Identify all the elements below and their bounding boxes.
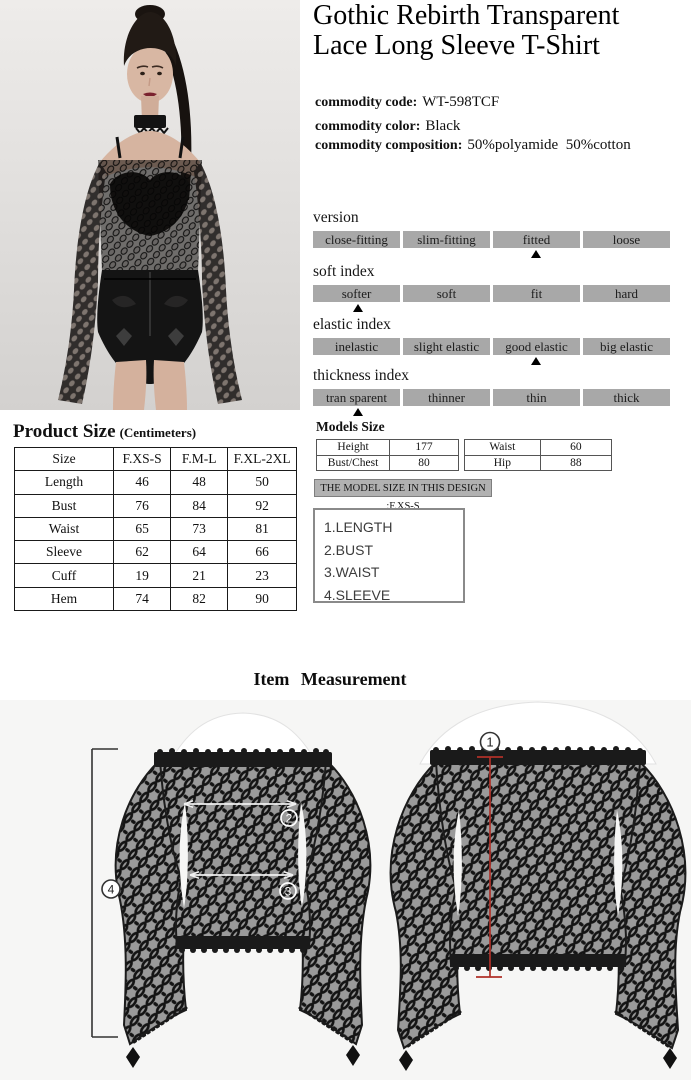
- legend-item-sleeve: 4.SLEEVE: [324, 586, 391, 603]
- option-soft: soft: [403, 285, 490, 302]
- cell-label: Cuff: [15, 564, 114, 587]
- option-inelastic: inelastic: [313, 338, 400, 355]
- option-softer: softer: [313, 285, 400, 302]
- cell-value: 46: [114, 471, 171, 494]
- cell-value: 90: [228, 587, 297, 610]
- table-row-bust: [15, 494, 297, 517]
- elastic-index-marker-icon: [531, 357, 541, 365]
- cell-value: 50: [228, 471, 297, 494]
- cell-label: Bust: [15, 494, 114, 517]
- col-fxs-s: F.XS-S: [114, 448, 171, 471]
- commodity-color-value: Black: [425, 118, 461, 134]
- table-row-waist: [465, 440, 612, 456]
- cell-value: 23: [228, 564, 297, 587]
- cell-value: 84: [171, 494, 228, 517]
- table-row-height: [317, 440, 459, 456]
- product-size-heading: [13, 421, 196, 443]
- commodity-composition-value: 50%polyamide 50%cotton: [467, 137, 631, 153]
- item-measurement-diagram: [0, 700, 691, 1080]
- thickness-index: [313, 367, 670, 417]
- cell-label: Height: [317, 440, 390, 456]
- legend-item-waist: 3.WAIST: [324, 564, 380, 580]
- cell-label: Waist: [15, 517, 114, 540]
- cell-value: 92: [228, 494, 297, 517]
- table-header-row: [15, 448, 297, 471]
- table-row-hem: [15, 587, 297, 610]
- option-big-elastic: big elastic: [583, 338, 670, 355]
- product-size-title: Product Size: [13, 421, 116, 442]
- soft-index-label: soft index: [313, 263, 375, 280]
- cell-value: 64: [171, 541, 228, 564]
- thickness-index-options: [313, 389, 670, 406]
- commodity-composition-row: [315, 136, 631, 154]
- thickness-index-marker-icon: [353, 408, 363, 416]
- product-size-unit: (Centimeters): [119, 425, 197, 440]
- commodity-code-label: commodity code:: [315, 95, 418, 110]
- option-thick: thick: [583, 389, 670, 406]
- model-size-note: THE MODEL SIZE IN THIS DESIGN :F.XS-S: [314, 479, 492, 497]
- commodity-code-value: WT-598TCF: [422, 94, 500, 110]
- cell-value: 21: [171, 564, 228, 587]
- cell-value: 65: [114, 517, 171, 540]
- soft-index-marker-icon: [353, 304, 363, 312]
- bust-marker-number: 2: [285, 811, 293, 826]
- legend-item-length: 1.LENGTH: [324, 519, 393, 535]
- product-size-table: [14, 447, 297, 611]
- option-loose: loose: [583, 231, 670, 248]
- cell-value: 177: [390, 440, 459, 456]
- table-row-length: [15, 471, 297, 494]
- legend-item-bust: 2.BUST: [324, 541, 374, 558]
- commodity-color-label: commodity color:: [315, 119, 421, 134]
- soft-index: [313, 263, 670, 313]
- cell-value: 19: [114, 564, 171, 587]
- elastic-index-label: elastic index: [313, 316, 391, 333]
- version-label: version: [313, 209, 359, 226]
- cell-value: 82: [171, 587, 228, 610]
- option-thinner: thinner: [403, 389, 490, 406]
- table-row-bust-chest: [317, 455, 459, 471]
- models-size-heading: Models Size: [316, 419, 385, 434]
- length-marker-number: 1: [486, 734, 494, 750]
- version-index: [313, 209, 670, 259]
- cell-label: Waist: [465, 440, 541, 456]
- elastic-index: [313, 316, 670, 366]
- cell-value: 74: [114, 587, 171, 610]
- item-measurement-heading: Item Measurement: [253, 669, 407, 689]
- option-close-fitting: close-fitting: [313, 231, 400, 248]
- option-thin: thin: [493, 389, 580, 406]
- col-fxl-2xl: F.XL-2XL: [228, 448, 297, 471]
- cell-value: 62: [114, 541, 171, 564]
- models-size-table-right: [464, 439, 612, 471]
- commodity-code-row: [315, 93, 499, 111]
- cell-value: 60: [540, 440, 611, 456]
- cell-value: 88: [540, 455, 611, 471]
- version-marker-icon: [531, 250, 541, 258]
- thickness-index-label: thickness index: [313, 367, 409, 384]
- cell-value: 76: [114, 494, 171, 517]
- col-fm-l: F.M-L: [171, 448, 228, 471]
- cell-label: Hip: [465, 455, 541, 471]
- option-good-elastic: good elastic: [493, 338, 580, 355]
- cell-value: 81: [228, 517, 297, 540]
- table-row-sleeve: [15, 541, 297, 564]
- waist-marker-number: 3: [284, 884, 292, 899]
- sleeve-marker-number: 4: [107, 882, 115, 897]
- commodity-composition-label: commodity composition:: [315, 138, 463, 153]
- option-fit: fit: [493, 285, 580, 302]
- models-size-table-left: [316, 439, 459, 471]
- cell-label: Length: [15, 471, 114, 494]
- option-hard: hard: [583, 285, 670, 302]
- soft-index-options: [313, 285, 670, 302]
- cell-value: 48: [171, 471, 228, 494]
- cell-value: 66: [228, 541, 297, 564]
- product-photo: [0, 0, 300, 410]
- option-fitted: fitted: [493, 231, 580, 248]
- col-size: Size: [15, 448, 114, 471]
- page-title: Gothic Rebirth Transparent Lace Long Sleeve T-Shirt: [313, 0, 620, 61]
- cell-value: 73: [171, 517, 228, 540]
- cell-label: Hem: [15, 587, 114, 610]
- table-row-cuff: [15, 564, 297, 587]
- table-row-waist: [15, 517, 297, 540]
- cell-label: Sleeve: [15, 541, 114, 564]
- measurement-legend: [313, 508, 465, 603]
- option-slim-fitting: slim-fitting: [403, 231, 490, 248]
- cell-label: Bust/Chest: [317, 455, 390, 471]
- commodity-color-row: [315, 117, 460, 135]
- version-options: [313, 231, 670, 248]
- option-transparent: tran sparent: [313, 389, 400, 406]
- table-row-hip: [465, 455, 612, 471]
- cell-value: 80: [390, 455, 459, 471]
- option-slight-elastic: slight elastic: [403, 338, 490, 355]
- elastic-index-options: [313, 338, 670, 355]
